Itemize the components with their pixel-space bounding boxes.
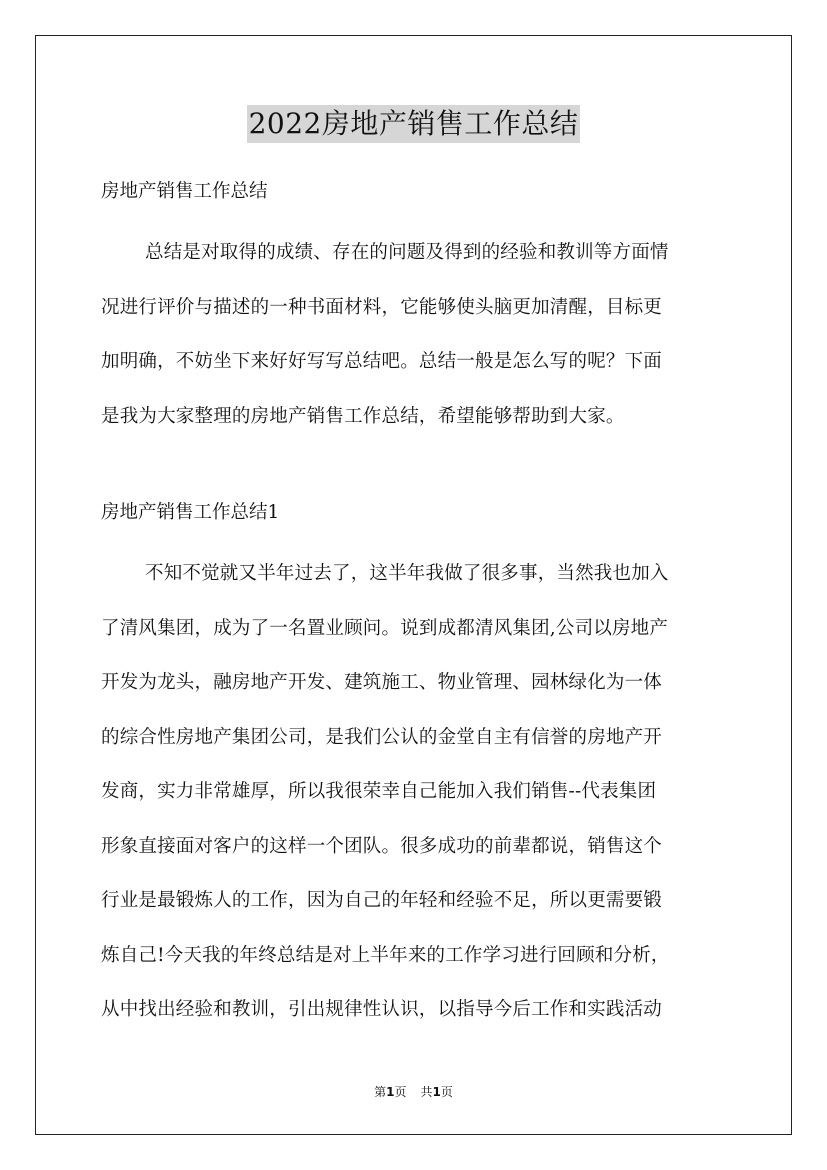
paragraph-line: 加明确，不妨坐下来好好写写总结吧。总结一般是怎么写的呢？下面 [101, 351, 663, 372]
paragraph-line: 不知不觉就又半年过去了，这半年我做了很多事，当然我也加入 [145, 563, 669, 584]
paragraph-line: 是我为大家整理的房地产销售工作总结，希望能够帮助到大家。 [101, 405, 625, 427]
total-suffix: 页 [440, 1085, 453, 1099]
section-paragraph [101, 547, 737, 1038]
paragraph-line: 开发为龙头，融房地产开发、建筑施工、物业管理、园林绿化为一体 [101, 672, 663, 693]
page-footer [0, 1083, 827, 1100]
paragraph-line: 的综合性房地产集团公司，是我们公认的金堂自主有信誉的房地产开 [101, 726, 663, 748]
section-heading: 房地产销售工作总结1 [101, 502, 280, 523]
document-title: 2022房地产销售工作总结 [247, 105, 581, 143]
page-total [421, 1085, 453, 1099]
total-pages: 1 [432, 1085, 441, 1099]
intro-paragraph [101, 226, 737, 444]
paragraph-line: 行业是最锻炼人的工作，因为自己的年轻和经验不足，所以更需要锻 [101, 890, 663, 911]
document-body [101, 176, 737, 1038]
paragraph-line: 炼自己!今天我的年终总结是对上半年来的工作学习进行回顾和分析， [101, 944, 670, 966]
paragraph-line: 了清风集团，成为了一名置业顾问。说到成都清风集团,公司以房地产 [101, 617, 669, 639]
paragraph-line: 况进行评价与描述的一种书面材料，它能够使头脑更加清醒，目标更 [101, 296, 663, 318]
total-prefix: 共 [420, 1085, 433, 1099]
current-page: 1 [386, 1085, 395, 1099]
paragraph-line: 形象直接面对客户的这样一个团队。很多成功的前辈都说，销售这个 [101, 835, 663, 857]
page-prefix: 第 [374, 1085, 387, 1099]
page-number [374, 1085, 406, 1099]
intro-heading: 房地产销售工作总结 [101, 181, 268, 202]
paragraph-line: 总结是对取得的成绩、存在的问题及得到的经验和教训等方面情 [145, 242, 669, 263]
paragraph-line: 发商，实力非常雄厚，所以我很荣幸自己能加入我们销售--代表集团 [101, 781, 657, 802]
title-container [0, 105, 827, 143]
page-suffix: 页 [394, 1085, 407, 1099]
paragraph-line: 从中找出经验和教训，引出规律性认识，以指导今后工作和实践活动 [101, 999, 663, 1020]
